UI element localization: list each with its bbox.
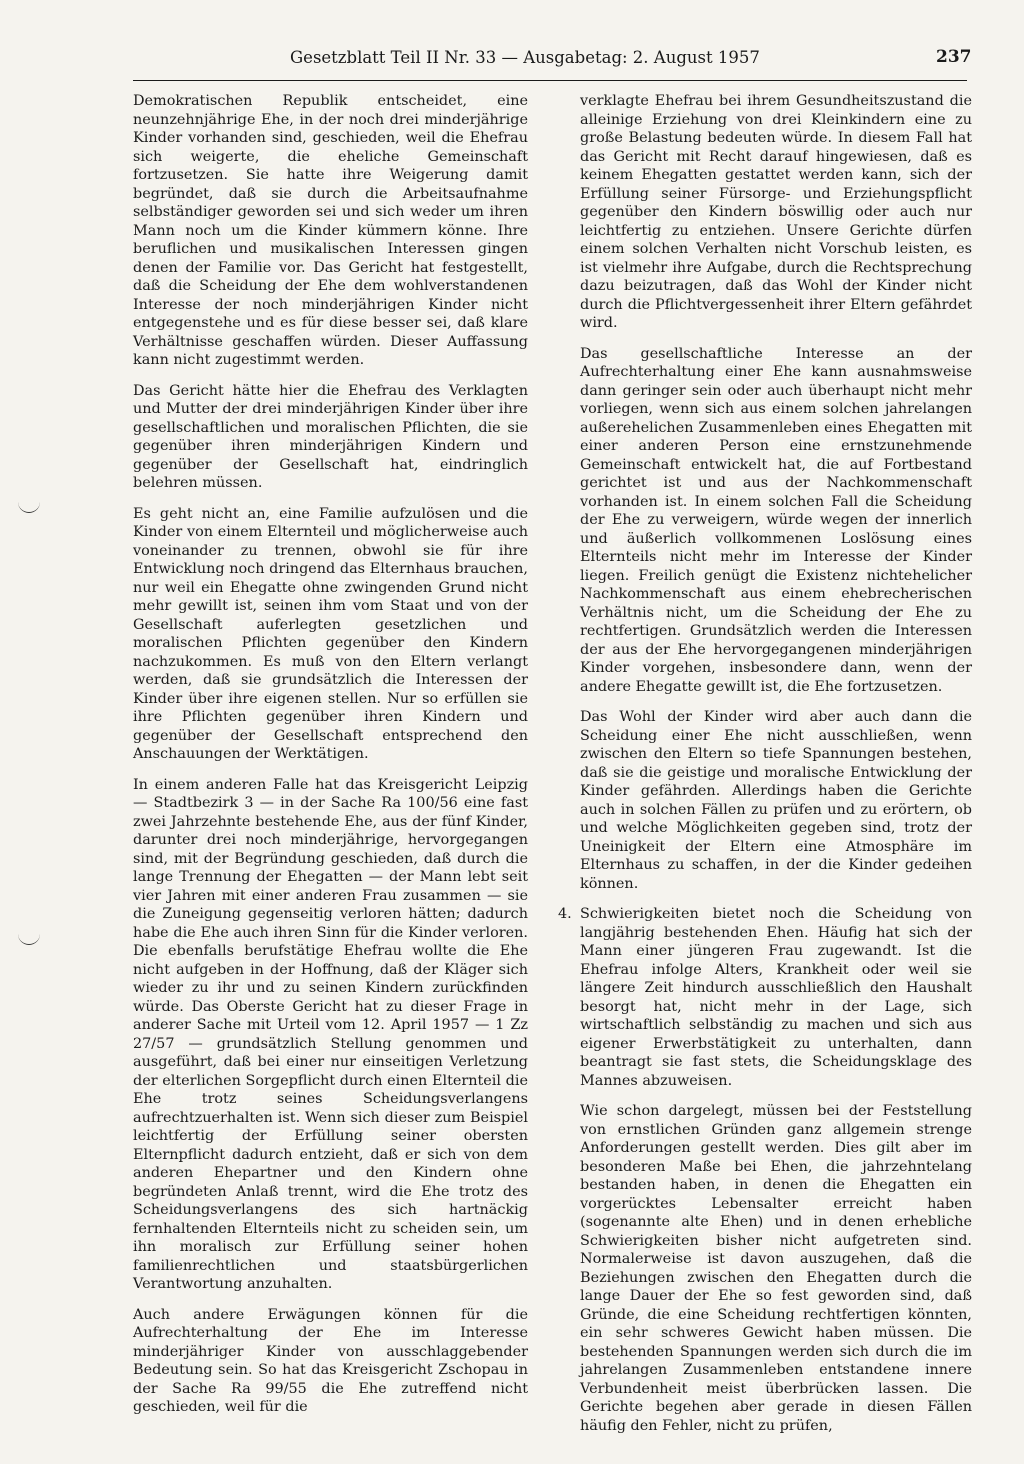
paragraph: Wie schon dargelegt, müssen bei der Feststellung von ernstlichen Gründen ganz allgemein strenge Anforderungen gestellt werden. Dies gilt aber im besonderen Maße bei Ehen, die jahrzehntelang bestanden haben, in denen die Ehegatten ein vorgerücktes Lebensalter erreicht haben (sogenannte alte Ehen) und in denen erhebliche Schwierigkeiten bisher nicht aufgetreten sind. Normalerweise ist davon auszugehen, daß die Beziehungen zwischen den Ehegatten durch die lange Dauer der Ehe so fest geworden sind, daß Gründe, die eine Scheidung rechtfertigen könnten, ein sehr schweres Gewicht haben müssen. Die bestehenden Spannungen werden sich durch die im jahrelangen Zusammenleben entstandene innere Verbundenheit meist überbrücken lassen. Die Gerichte begehen aber gerade in diesen Fällen häufig den Fehler, nicht zu prüfen, [580, 1103, 972, 1434]
item-number: 4. [558, 906, 572, 922]
page-header [0, 48, 1024, 78]
margin-mark [18, 932, 40, 945]
paragraph: Auch andere Erwägungen können für die Aufrechterhaltung der Ehe im Interesse minderjähriger Kinder von ausschlaggebender Bedeutung sein. So hat das Kreisgericht Zschopau in der Sache Ra 99/55 die Ehe zutreffend nicht geschieden, weil für die [133, 1306, 528, 1415]
paragraph: verklagte Ehefrau bei ihrem Gesundheitszustand die alleinige Erziehung von drei Kleinkindern eine zu große Belastung bedeuten würde. In diesem Fall hat das Gericht mit Recht darauf hingewiesen, daß es keinem Ehegatten gestattet werden kann, sich der Erfüllung seiner Fürsorge- und Erziehungspflicht gegenüber den Kindern böswillig oder auch nur leichtfertig zu entziehen. Unsere Gerichte dürfen einem solchen Verhalten nicht Vorschub leisten, es ist vielmehr ihre Aufgabe, durch die Rechtsprechung dazu beizutragen, daß das Wohl der Kinder nicht durch die Pflichtvergessenheit ihrer Eltern gefährdet wird. [580, 93, 972, 331]
paragraph: In einem anderen Falle hat das Kreisgericht Leipzig — Stadtbezirk 3 — in der Sache Ra 100/56 eine fast zwei Jahrzehnte bestehende Ehe, aus der fünf Kinder, darunter drei noch minderjährige, hervorgegangen sind, mit der Begründung geschieden, daß durch die lange Trennung der Ehegatten — der Mann lebt seit vier Jahren mit einer anderen Frau zusammen — sie die Zuneigung gegenseitig verloren hätten; dadurch habe die Ehe auch ihren Sinn für die Kinder verloren. Die ebenfalls berufstätige Ehefrau wollte die Ehe nicht aufgeben in der Hoffnung, daß der Kläger sich wieder zu ihr und zu seinen Kindern zurückfinden würde. Das Oberste Gericht hat zu dieser Frage in anderer Sache mit Urteil vom 12. April 1957 — 1 Zz 27/57 — grundsätzlich Stellung genommen und ausgeführt, daß bei einer nur einseitigen Verletzung der elterlichen Sorgepflicht durch einen Elternteil die Ehe trotz seines Scheidungsverlangens aufrechtzuerhalten ist. Wenn sich dieser zum Beispiel leichtfertig der Erfüllung seiner obersten Elternpflicht dadurch entzieht, daß er sich von dem anderen Ehepartner und den Kindern ohne begründeten Anlaß trennt, wird die Ehe trotz des Scheidungsverlangens des sich hartnäckig fernhaltenden Elternteils nicht zu scheiden sein, um ihn moralisch zur Erfüllung seiner hohen familienrechtlichen und staatsbürgerlichen Verantwortung anzuhalten. [133, 776, 528, 1292]
header-rule [133, 80, 967, 81]
left-column [133, 92, 528, 1429]
paragraph: Das Gericht hätte hier die Ehefrau des Verklagten und Mutter der drei minderjährigen Kinder über ihre gesellschaftlichen und moralischen Pflichten, die sie gegenüber ihren minderjährigen Kindern und gegenüber der Gesellschaft hat, eindringlich belehren müssen. [133, 382, 528, 491]
paragraph: Das gesellschaftliche Interesse an der Aufrechterhaltung einer Ehe kann ausnahmsweise dann geringer sein oder auch überhaupt nicht mehr vorliegen, wenn sich aus einem solchen jahrelangen außerehelichen Zusammenleben eines Ehegatten mit einer anderen Person eine ernstzunehmende Gemeinschaft entwickelt hat, die auf Fortbestand gerichtet ist und aus der Nachkommenschaft vorhanden ist. In einem solchen Fall die Scheidung der Ehe zu verweigern, würde wegen der innerlich und äußerlich vollkommenen Loslösung eines Elternteils nicht mehr im Interesse der Kinder liegen. Freilich genügt die Existenz nichtehelicher Nachkommenschaft aus einem ehebrecherischen Verhältnis nicht, um die Scheidung der Ehe zu rechtfertigen. Grundsätzlich werden die Interessen der aus der Ehe hervorgegangenen minderjährigen Kinder vorgehen, insbesondere dann, wenn der andere Ehegatte gewillt ist, die Ehe fortzusetzen. [580, 345, 972, 695]
paragraph: Es geht nicht an, eine Familie aufzulösen und die Kinder von einem Elternteil und möglicherweise auch voneinander zu trennen, obwohl sie für ihre Entwicklung noch dringend das Elternhaus brauchen, nur weil ein Ehegatte ohne zwingenden Grund nicht mehr gewillt ist, seinen ihm vom Staat und von der Gesellschaft auferlegten gesetzlichen und moralischen Pflichten gegenüber den Kindern nachzukommen. Es muß von den Eltern verlangt werden, daß sie grundsätzlich die Interessen der Kinder über ihre eigenen stellen. Nur so erfüllen sie ihre Pflichten gegenüber ihren Kindern und gegenüber der Gesellschaft entsprechend den Anschauungen der Werktätigen. [133, 505, 528, 762]
right-column [558, 92, 972, 1447]
page-number: 237 [936, 47, 972, 67]
margin-mark [18, 500, 40, 513]
header-title: Gesetzblatt Teil II Nr. 33 — Ausgabetag: 2. August 1957 [290, 48, 760, 67]
paragraph: Das Wohl der Kinder wird aber auch dann die Scheidung einer Ehe nicht ausschließen, wenn zwischen den Eltern so tiefe Spannungen bestehen, daß sie die geistige und moralische Entwicklung der Kinder gefährden. Allerdings haben die Gerichte auch in solchen Fällen zu prüfen und zu erörtern, ob und welche Möglichkeiten gegeben sind, trotz der Uneinigkeit der Eltern eine Atmosphäre im Elternhaus zu schaffen, in der die Kinder gedeihen können. [580, 709, 972, 892]
numbered-item [558, 905, 972, 1090]
paragraph: Demokratischen Republik entscheidet, eine neunzehnjährige Ehe, in der noch drei minderjährige Kinder vorhanden sind, geschieden, weil die Ehefrau sich weigerte, die eheliche Gemeinschaft fortzusetzen. Sie hatte ihre Weigerung damit begründet, daß sie durch die Arbeitsaufnahme selbständiger geworden sei und sich weder um ihren Mann noch um die Kinder kümmern könne. Ihre beruflichen und musikalischen Interessen gingen denen der Familie vor. Das Gericht hat festgestellt, daß die Scheidung der Ehe dem wohlverstandenen Interesse der noch minderjährigen Kinder nicht entgegenstehe und es für diese besser sei, daß klare Verhältnisse geschaffen würden. Dieser Auffassung kann nicht zugestimmt werden. [133, 93, 528, 368]
item-text: Schwierigkeiten bietet noch die Scheidung von langjährig bestehenden Ehen. Häufig hat sich der Mann einer jüngeren Frau zugewandt. Ist die Ehefrau infolge Alters, Krankheit oder weil sie längere Zeit hindurch ausschließlich den Haushalt besorgt hat, nicht mehr in der Lage, sich wirtschaftlich selbständig zu machen und sich aus eigener Erwerbstätigkeit zu unterhalten, dann beantragt sie fast stets, die Scheidungsklage des Mannes abzuweisen. [580, 906, 972, 1089]
